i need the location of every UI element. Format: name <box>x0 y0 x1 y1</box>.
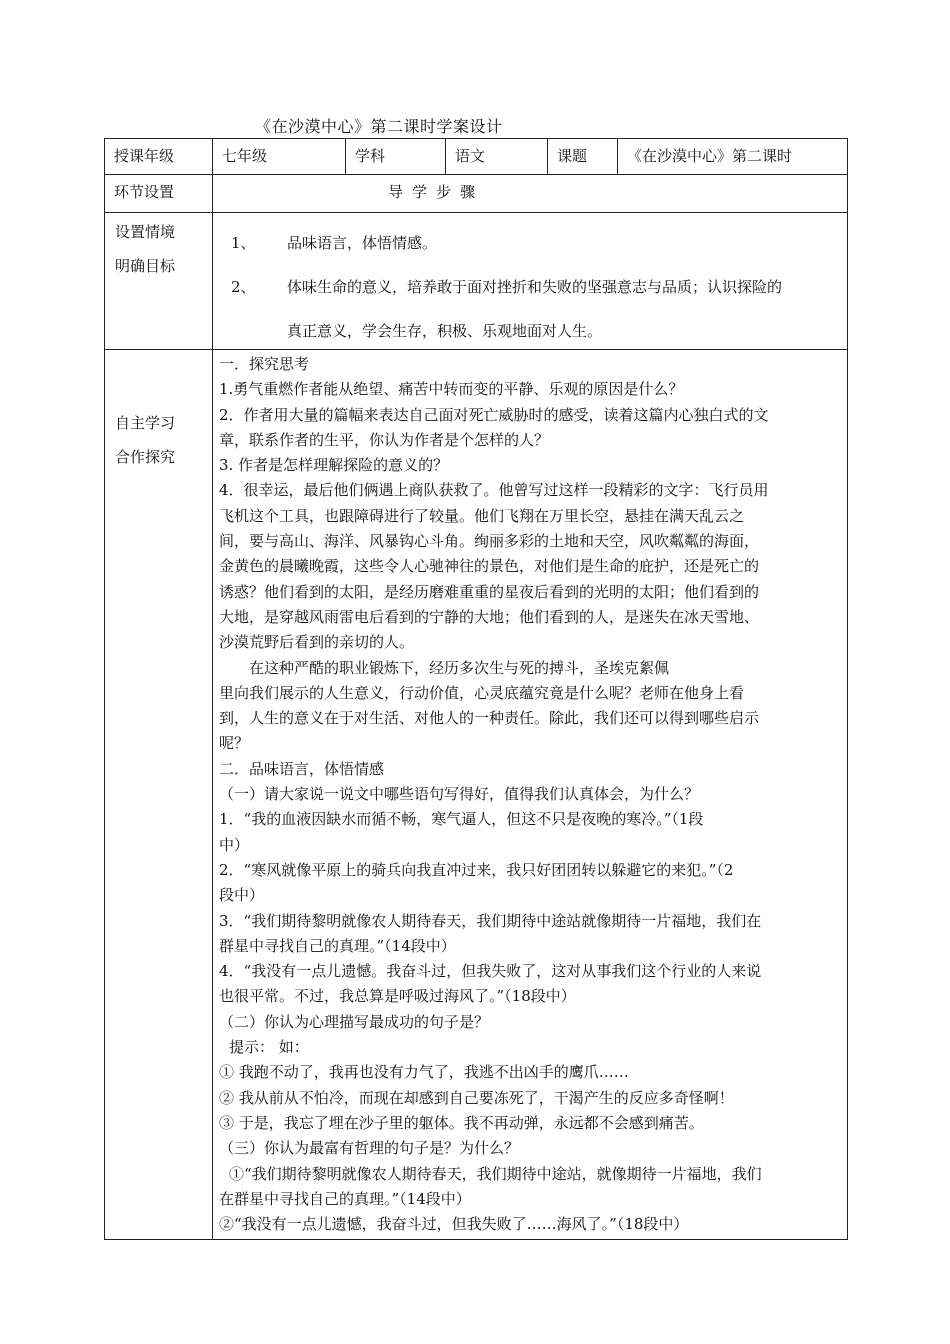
study-line: 2．“寒风就像平原上的骑兵向我直冲过来，我只好团团转以躲避它的来犯。”（2 <box>219 860 734 879</box>
grade-label-cell <box>105 139 213 175</box>
study-label-line1: 自主学习 <box>115 414 176 432</box>
study-line: 段中） <box>219 886 265 905</box>
study-row <box>105 350 848 1240</box>
goal-number: 1、 <box>231 234 256 252</box>
study-line: 也很平常。不过，我总算是呼吸过海风了。”（18段中） <box>219 987 576 1006</box>
study-line: 诱惑？他们看到的太阳，是经历磨难重重的星夜后看到的光明的太阳；他们看到的 <box>219 582 760 601</box>
study-line: 1.勇气重燃作者能从绝望、痛苦中转而变的平静、乐观的原因是什么？ <box>219 380 684 399</box>
study-line: 2．作者用大量的篇幅来表达自己面对死亡威胁时的感受，读着这篇内心独白式的文 <box>219 405 769 424</box>
goal-text-continued: 真正意义，学会生存，积极、乐观地面对人生。 <box>287 322 603 340</box>
study-line: ② 我从前从不怕冷，而现在却感到自己要冻死了，干渴产生的反应多奇怪啊！ <box>219 1088 734 1107</box>
subject-label-cell <box>346 139 446 175</box>
study-line: 二．品味语言，体悟情感 <box>219 759 385 778</box>
subject-value: 语文 <box>455 147 486 165</box>
study-line: 呢？ <box>219 734 250 753</box>
goal-text: 体味生命的意义，培养敢于面对挫折和失败的坚强意志与品质；认识探险的 <box>287 278 783 296</box>
study-line: （一）请大家说一说文中哪些语句写得好，值得我们认真体会，为什么？ <box>219 785 700 804</box>
study-line: 提示： 如： <box>229 1038 309 1057</box>
study-label-cell <box>105 350 213 1240</box>
grade-value-cell <box>213 139 346 175</box>
study-line: 沙漠荒野后看到的亲切的人。 <box>219 633 415 652</box>
study-line: 金黄色的晨曦晚霞，这些令人心驰神往的景色，对他们是生命的庇护，还是死亡的 <box>219 557 760 576</box>
study-content <box>213 350 847 1239</box>
study-line: ①“我们期待黎明就像农人期待春天，我们期待中途站，就像期待一片福地，我们 <box>229 1164 762 1183</box>
lesson-plan-table <box>104 138 848 1240</box>
study-line: 4．很幸运，最后他们俩遇上商队获救了。他曾写过这样一段精彩的文字：飞行员用 <box>219 481 769 500</box>
study-line: 里向我们展示的人生意义，行动价值，心灵底蕴究竟是什么呢？老师在他身上看 <box>219 683 745 702</box>
goal-number: 2、 <box>231 278 256 296</box>
study-line: 在这种严酷的职业锻炼下，经历多次生与死的搏斗，圣埃克絮佩 <box>249 658 670 677</box>
study-line: 3. 作者是怎样理解探险的意义的？ <box>219 456 449 475</box>
goal-item-2 <box>231 275 837 343</box>
section-label-cell <box>105 175 213 213</box>
study-line: 间，要与高山、海洋、风暴钩心斗角。绚丽多彩的土地和天空，风吹粼粼的海面， <box>219 532 760 551</box>
study-label-line2: 合作探究 <box>115 448 176 466</box>
subject-label: 学科 <box>355 147 386 165</box>
grade-label: 授课年级 <box>114 147 175 165</box>
lesson-label: 课题 <box>557 147 588 165</box>
section-row <box>105 175 848 213</box>
study-line: 在群星中寻找自己的真理。”（14段中） <box>219 1189 471 1208</box>
goals-label-cell <box>105 213 213 350</box>
study-line: ① 我跑不动了，我再也没有力气了，我逃不出凶手的鹰爪…… <box>219 1063 629 1082</box>
goals-content-cell <box>213 213 848 350</box>
goals-label-line2: 明确目标 <box>115 257 176 275</box>
study-line: （二）你认为心理描写最成功的句子是？ <box>219 1012 490 1031</box>
lesson-value-cell <box>618 139 848 175</box>
subject-value-cell <box>446 139 548 175</box>
study-line: 一．探究思考 <box>219 355 310 373</box>
study-line: ②“我没有一点儿遗憾，我奋斗过，但我失败了……海风了。”（18段中） <box>219 1215 689 1234</box>
study-line: 4．“我没有一点儿遗憾。我奋斗过，但我失败了，这对从事我们这个行业的人来说 <box>219 962 762 981</box>
study-line: 大地，是穿越风雨雷电后看到的宁静的大地；他们看到的人，是迷失在冰天雪地、 <box>219 607 760 626</box>
study-line: 到，人生的意义在于对生活、对他人的一种责任。除此，我们还可以得到哪些启示 <box>219 709 760 728</box>
study-content-cell <box>213 350 848 1240</box>
study-line: 中） <box>219 835 250 854</box>
lesson-value: 《在沙漠中心》第二课时 <box>627 147 793 165</box>
study-line: 3．“我们期待黎明就像农人期待春天，我们期待中途站就像期待一片福地，我们在 <box>219 911 762 930</box>
goal-item-1 <box>231 231 837 255</box>
study-line: 群星中寻找自己的真理。”（14段中） <box>219 936 456 955</box>
grade-value: 七年级 <box>222 147 268 165</box>
study-line: 章，联系作者的生平，你认为作者是个怎样的人？ <box>219 430 550 449</box>
study-line: 1．“我的血液因缺水而循不畅，寒气逼人，但这不只是夜晚的寒冷。”（1段 <box>219 810 704 829</box>
section-label: 环节设置 <box>114 183 175 201</box>
study-line: 飞机这个工具，也跟障碍进行了较量。他们飞翔在万里长空，悬挂在满天乱云之 <box>219 506 745 525</box>
goals-row <box>105 213 848 350</box>
section-heading: 导学步骤 <box>388 183 485 201</box>
study-line: （三）你认为最富有哲理的句子是？为什么？ <box>219 1139 520 1158</box>
goals-label-line1: 设置情境 <box>115 223 176 241</box>
lesson-label-cell <box>548 139 618 175</box>
page-title: 《在沙漠中心》第二课时学案设计 <box>255 117 503 136</box>
header-row <box>105 139 848 175</box>
study-line: ③ 于是，我忘了埋在沙子里的躯体。我不再动弹，永远都不会感到痛苦。 <box>219 1113 704 1132</box>
section-heading-cell <box>213 175 848 213</box>
goal-text: 品味语言，体悟情感。 <box>287 234 438 252</box>
